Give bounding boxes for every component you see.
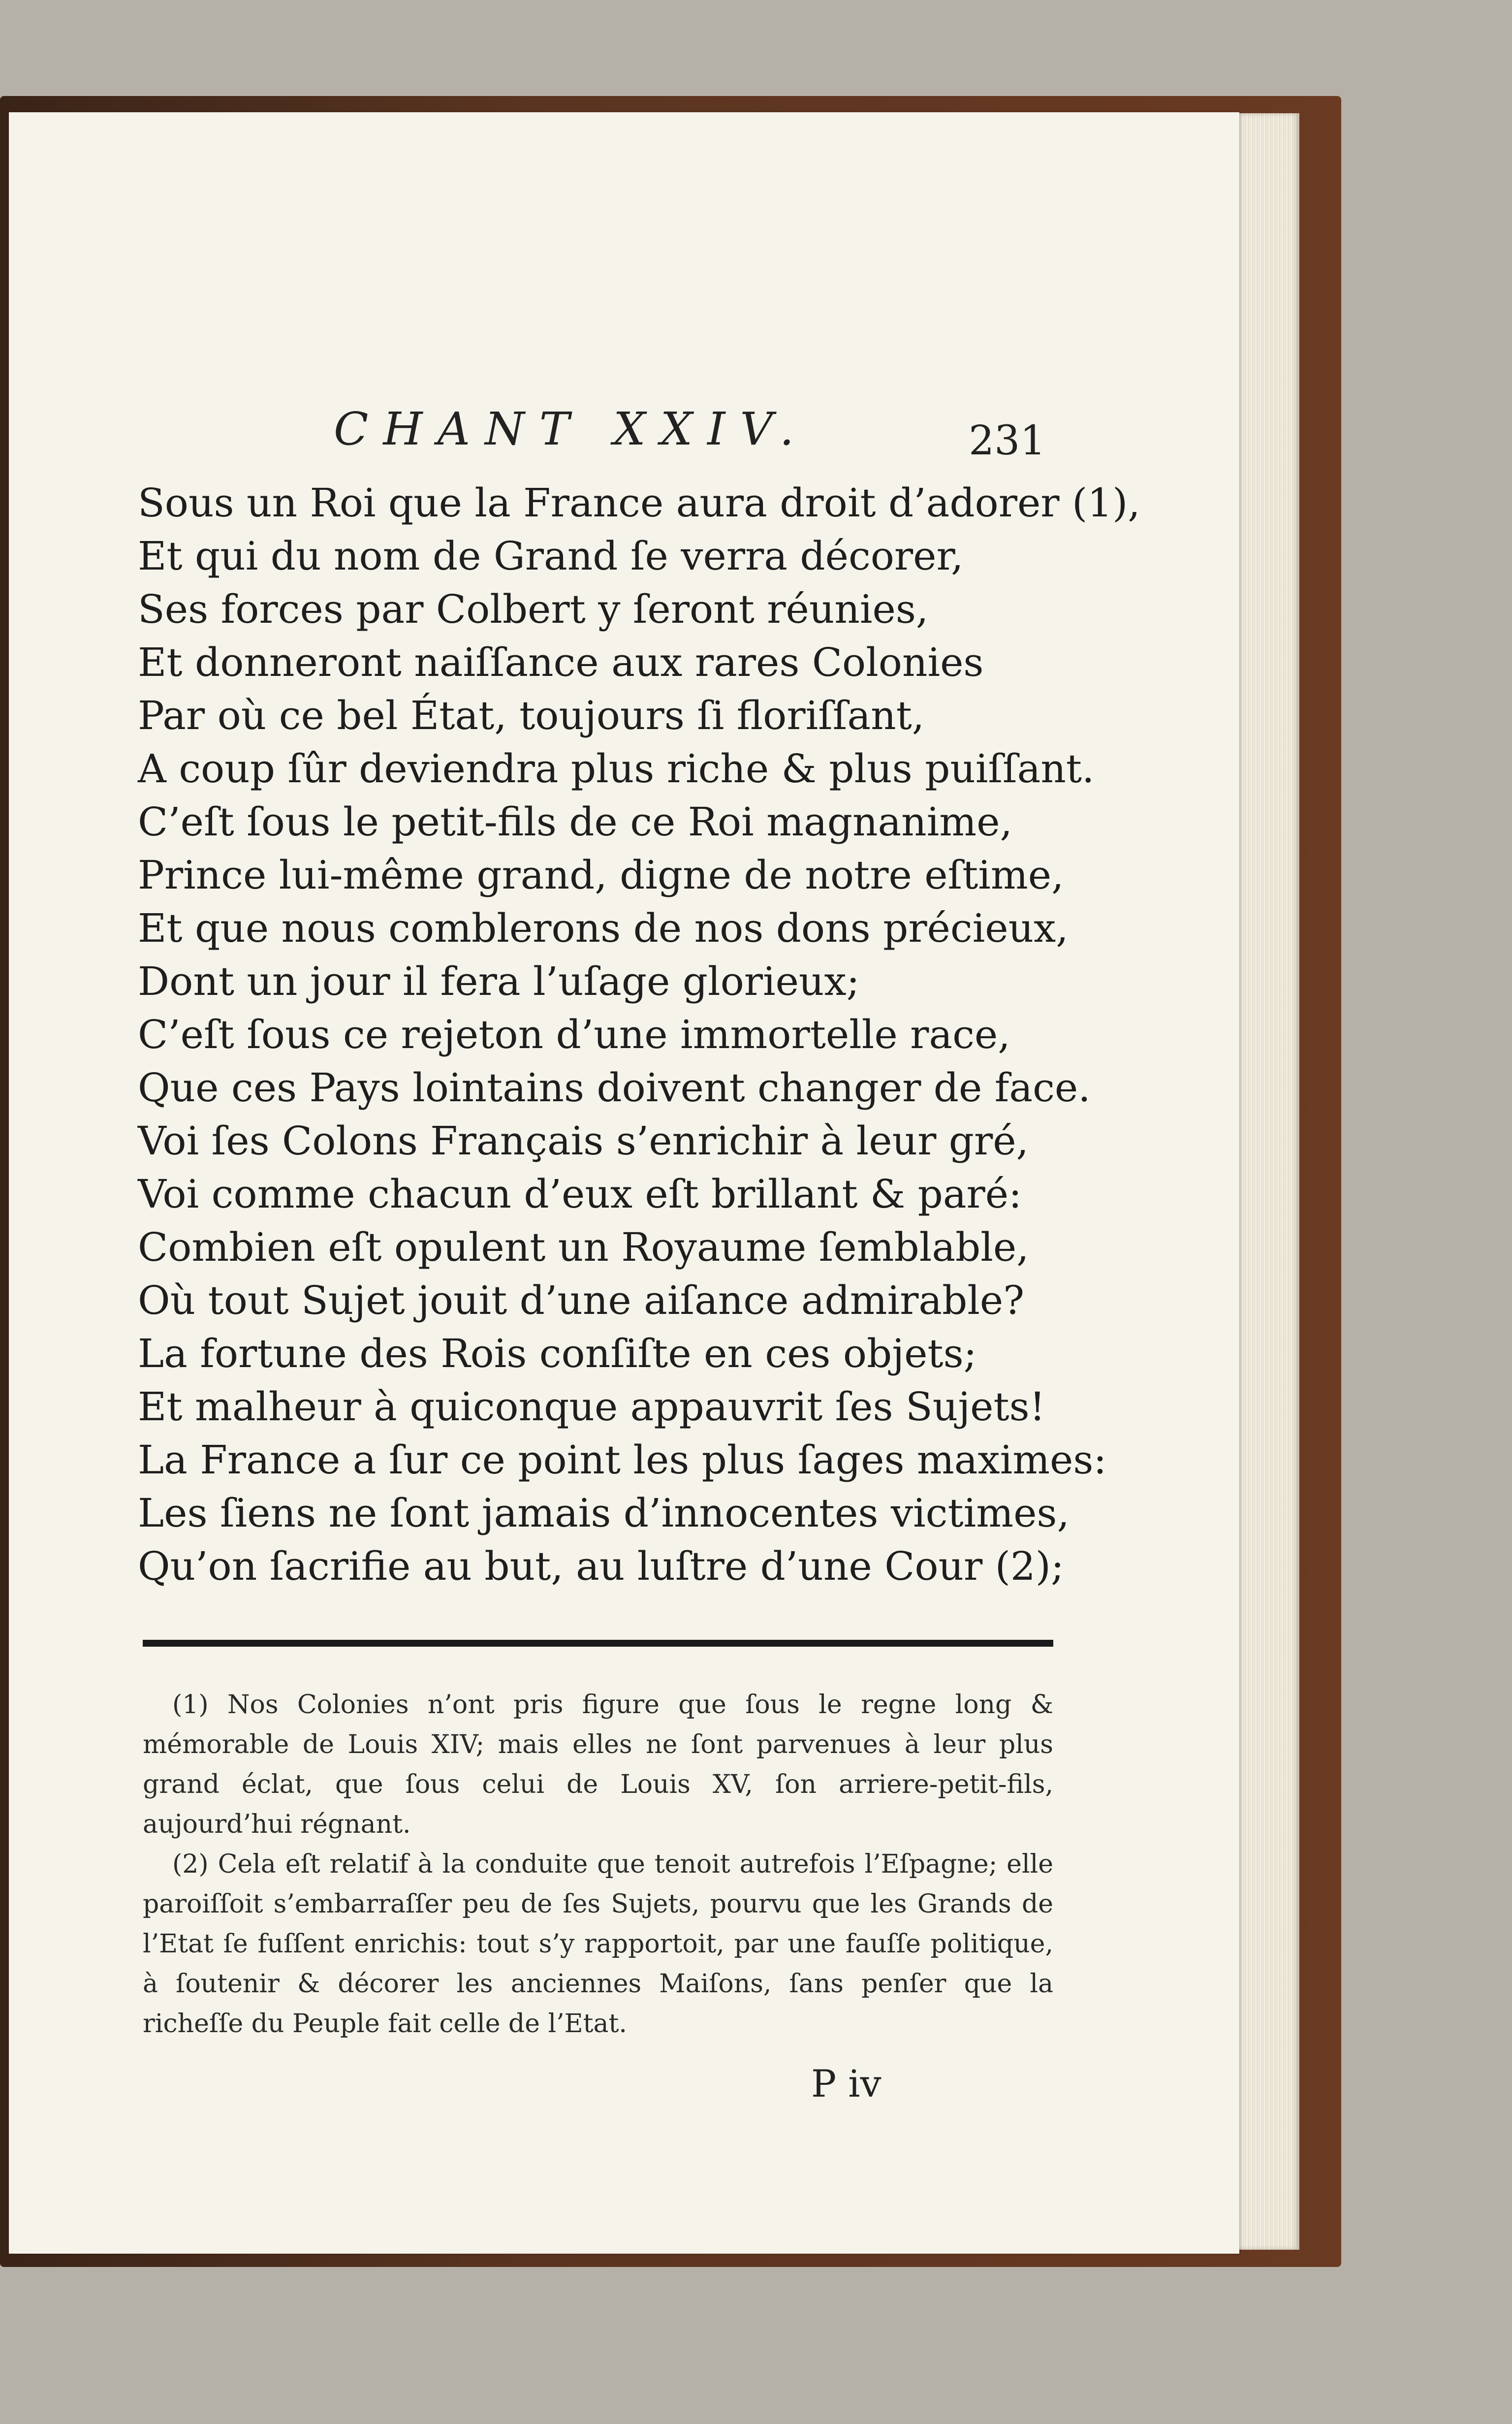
verse-line: A coup ſûr deviendra plus riche & plus puiſſant. — [138, 746, 1095, 792]
verse-line: Par où ce bel État, toujours ſi floriſſant, — [138, 693, 925, 738]
verse-line: Combien eſt opulent un Royaume ſemblable, — [138, 1224, 1029, 1270]
verse-block — [138, 477, 1140, 1593]
signature-mark: P iv — [811, 2062, 882, 2105]
footnote-2: (2) Cela eſt relatif à la conduite que tenoit autrefois l’Eſpagne; elle paroiſſoit s’embarraſſer peu de ſes Sujets, pourvu que les Grands de l’Etat ſe fuſſent enrichis: tout s’y rapportoit, par une fauſſe politique, à ſoutenir & décorer les anciennes Maiſons, ſans penſer que la richeſſe du Peuple fait celle de l’Etat. — [143, 1850, 1053, 2039]
verse-line: Qu’on ſacrifie au but, au luſtre d’une Cour (2); — [138, 1543, 1064, 1589]
verse-line: Et qui du nom de Grand ſe verra décorer, — [138, 533, 964, 579]
verse-line: C’eſt ſous ce rejeton d’une immortelle race, — [138, 1012, 1010, 1057]
verse-line: Voi ſes Colons Français s’enrichir à leur gré, — [138, 1118, 1029, 1164]
verse-line: Prince lui-même grand, digne de notre eſtime, — [138, 852, 1064, 898]
verse-line: Voi comme chacun d’eux eſt brillant & paré: — [138, 1171, 1022, 1217]
verse-line: Ses forces par Colbert y ſeront réunies, — [138, 586, 929, 632]
page-stack-edge — [1235, 113, 1299, 2250]
verse-line: Et malheur à quiconque appauvrit ſes Sujets! — [138, 1384, 1045, 1430]
verse-line: Et donneront naiſſance aux rares Colonies — [138, 639, 984, 685]
verse-line: Sous un Roi que la France aura droit d’adorer (1), — [138, 480, 1140, 526]
book-page — [9, 112, 1239, 2254]
verse-line: Et que nous comblerons de nos dons précieux, — [138, 905, 1069, 951]
footnote-divider-rule — [143, 1640, 1053, 1647]
verse-line: Où tout Sujet jouit d’une aiſance admirable? — [138, 1277, 1025, 1323]
verse-line: La France a ſur ce point les plus ſages maximes: — [138, 1437, 1107, 1483]
verse-line: Dont un jour il fera l’uſage glorieux; — [138, 958, 860, 1004]
running-head: CHANT XXIV. — [334, 403, 809, 455]
verse-line: C’eſt ſous le petit-fils de ce Roi magnanime, — [138, 799, 1012, 845]
verse-line: Les ſiens ne ſont jamais d’innocentes victimes, — [138, 1490, 1070, 1536]
verse-line: Que ces Pays lointains doivent changer de face. — [138, 1065, 1091, 1111]
page-number: 231 — [969, 417, 1046, 464]
verse-line: La fortune des Rois conſiſte en ces objets; — [138, 1331, 977, 1376]
footnotes-block — [143, 1685, 1053, 2044]
footnote-1: (1) Nos Colonies n’ont pris figure que ſous le regne long & mémorable de Louis XIV; mais elles ne ſont parvenues à leur plus grand éclat, que ſous celui de Louis XV, ſon arriere-petit-fils, aujourd’hui régnant. — [143, 1690, 1053, 1839]
